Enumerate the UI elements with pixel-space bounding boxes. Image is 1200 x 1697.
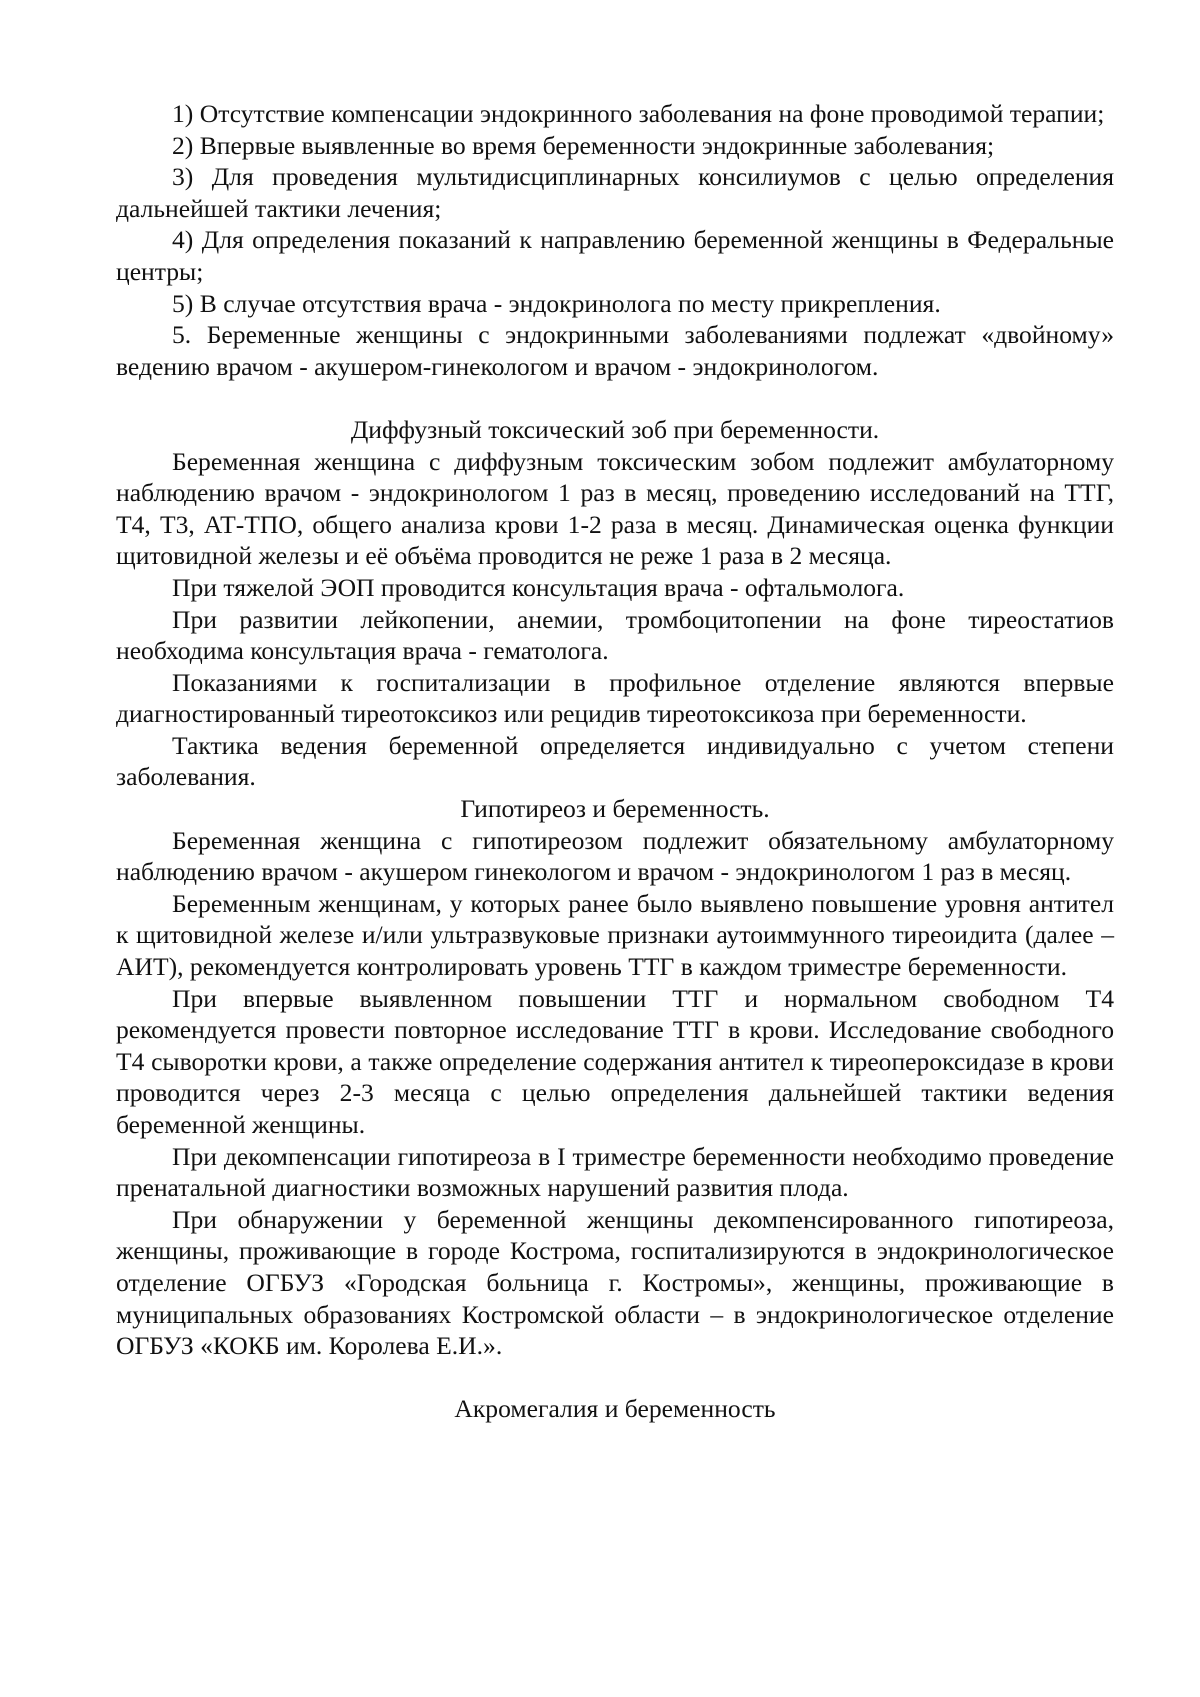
hypo-paragraph-1: Беременная женщина с гипотиреозом подлежит обязательному амбулаторному наблюдению врачом - акушером гинекологом и врачом - эндокринологом 1 раз в месяц. [116, 825, 1114, 887]
hypo-paragraph-5: При обнаружении у беременной женщины декомпенсированного гипотиреоза, женщины, проживающие в городе Кострома, госпитализируются в эндокринологическое отделение ОГБУЗ «Городская больница г. Костромы», женщины, проживающие в муниципальных образованиях Костромской области – в эндокринологическое отделение ОГБУЗ «КОКБ им. Королева Е.И.». [116, 1204, 1114, 1361]
spacer [116, 382, 1114, 414]
toxic-paragraph-1: Беременная женщина с диффузным токсическим зобом подлежит амбулаторному наблюдению врачом - эндокринологом 1 раз в месяц, проведению исследований на ТТГ, Т4, Т3, АТ-ТПО, общего анализа крови 1-2 раза в месяц. Динамическая оценка функции щитовидной железы и её объёма проводится не реже 1 раза в 2 месяца. [116, 446, 1114, 571]
toxic-paragraph-5: Тактика ведения беременной определяется индивидуально с учетом степени заболевания. [116, 730, 1114, 792]
list-item-4: 4) Для определения показаний к направлению беременной женщины в Федеральные центры; [116, 225, 1114, 286]
document-page [116, 98, 1114, 1425]
toxic-paragraph-3: При развитии лейкопении, анемии, тромбоцитопении на фоне тиреостатиов необходима консультация врача - гематолога. [116, 604, 1114, 666]
list-item-2: 2) Впервые выявленные во время беременности эндокринные заболевания; [172, 130, 995, 160]
point-5-paragraph: 5. Беременные женщины с эндокринными заболеваниями подлежат «двойному» ведению врачом - акушером-гинекологом и врачом - эндокринологом. [116, 320, 1114, 381]
spacer [116, 1362, 1114, 1394]
list-item-3: 3) Для проведения мультидисциплинарных консилиумов с целью определения дальнейшей тактики лечения; [116, 162, 1114, 223]
hypo-paragraph-2: Беременным женщинам, у которых ранее было выявлено повышение уровня антител к щитовидной железе и/или ультразвуковые признаки аутоиммунного тиреоидита (далее – АИТ), рекомендуется контролировать уровень ТТГ в каждом триместре беременности. [116, 888, 1114, 982]
heading-hypothyroidism: Гипотиреоз и беременность. [460, 794, 770, 824]
list-item-1: 1) Отсутствие компенсации эндокринного заболевания на фоне проводимой терапии; [172, 99, 1105, 128]
toxic-paragraph-4: Показаниями к госпитализации в профильное отделение являются впервые диагностированный тиреотоксикоз или рецидив тиреотоксикоза при беременности. [116, 667, 1114, 729]
hypo-paragraph-4: При декомпенсации гипотиреоза в I триместре беременности необходимо проведение пренатальной диагностики возможных нарушений развития плода. [116, 1141, 1114, 1203]
heading-diffuse-toxic-goiter: Диффузный токсический зоб при беременности. [350, 414, 880, 444]
list-item-5: 5) В случае отсутствия врача - эндокринолога по месту прикрепления. [172, 288, 941, 318]
hypo-paragraph-3: При впервые выявленном повышении ТТГ и нормальном свободном Т4 рекомендуется провести повторное исследование ТТГ в крови. Исследование свободного Т4 сыворотки крови, а также определение содержания антител к тиреопероксидазе в крови проводится через 2-3 месяца с целью определения дальнейшей тактики ведения беременной женщины. [116, 983, 1114, 1139]
heading-acromegaly: Акромегалия и беременность [454, 1394, 776, 1424]
toxic-paragraph-2: При тяжелой ЭОП проводится консультация врача - офтальмолога. [172, 572, 905, 602]
